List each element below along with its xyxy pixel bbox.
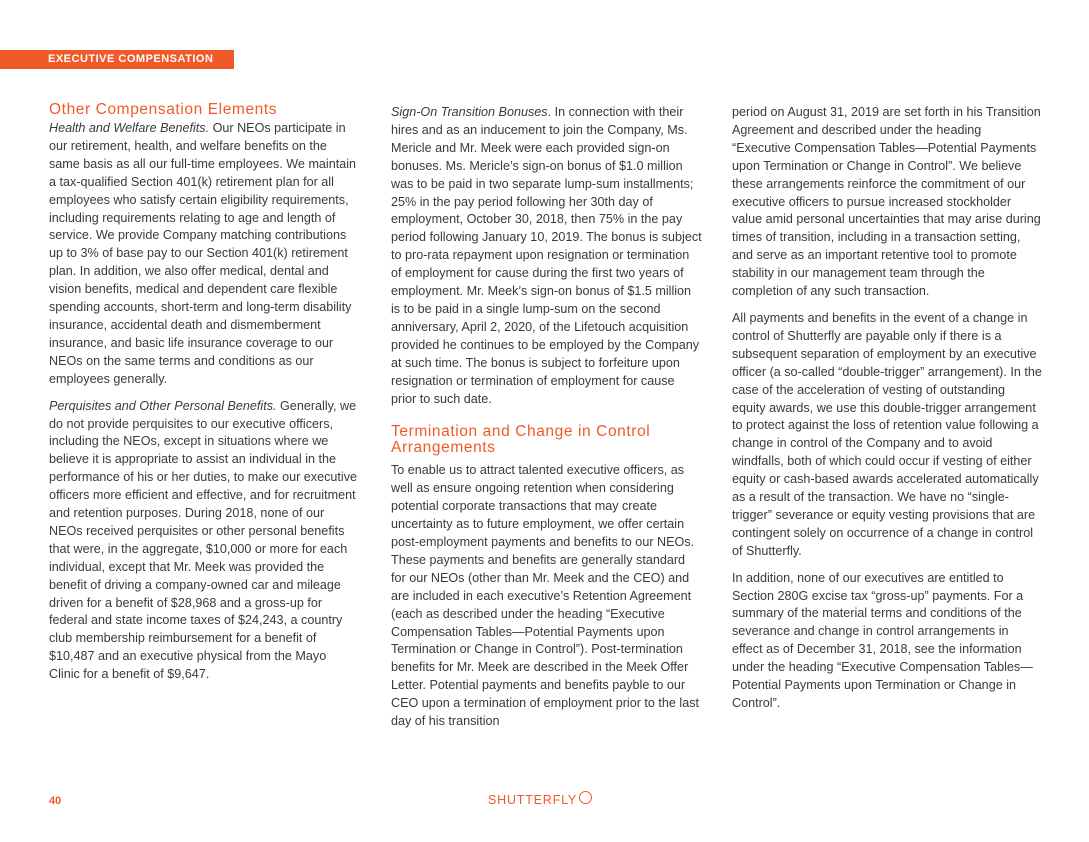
paragraph-health-welfare — [49, 120, 359, 389]
page-number: 40 — [49, 795, 62, 807]
brand-logo — [488, 793, 592, 807]
lead-sign-on-bonuses: Sign-On Transition Bonuses — [391, 105, 548, 119]
column-right — [732, 104, 1042, 722]
lead-perquisites: Perquisites and Other Personal Benefits. — [49, 398, 277, 413]
brand-wordmark: SHUTTERFLY — [488, 793, 578, 807]
paragraph-sign-on-bonuses — [391, 104, 703, 408]
paragraph-double-trigger: All payments and benefits in the event of a change in control of Shutterfly are payable only if there is a subsequent separation of employment by an executive officer (a so-called “double-trigger” arrangement). In the case of the acceleration of vesting of outstanding equity awards, we use this double-trigger arrangement to protect against the loss of retention value following a change in control of the Company and to avoid windfalls, both of which could occur if vesting of either equity or cash-based awards accelerated automatically as a result of the transaction. We have no “single-trigger” severance or equity vesting provisions that are contingent solely on occurrence of a change in control of Shutterfly. — [732, 310, 1042, 558]
heading-termination-change-control: Termination and Change in Control Arrangements — [391, 423, 651, 457]
section-header-tab: EXECUTIVE COMPENSATION — [0, 50, 234, 69]
paragraph-perquisites — [49, 398, 359, 685]
column-left — [49, 102, 359, 693]
brand-badge-icon — [579, 791, 592, 804]
column-middle — [391, 104, 703, 740]
paragraph-termination-intro: To enable us to attract talented executive officers, as well as ensure ongoing retention when considering potential corporate transactions that may create uncertainty as to future employment, we offer certain post-employment payments and benefits to our NEOs. These payments and benefits are generally standard for our NEOs (other than Mr. Meek and the CEO) and are included in each executive’s Retention Agreement (each as described under the heading “Executive Compensation Tables—Potential Payments upon Termination or Change in Control”). Post-termination benefits for Mr. Meek are described in the Meek Offer Letter. Potential payments and benefits payble to our CEO upon a termination of employment prior to the last day of his transition — [391, 463, 699, 729]
body-sign-on-bonuses: . In connection with their hires and as an inducement to join the Company, Ms. Mericle and Mr. Meek were each provided sign-on bonuses. Ms. Mericle’s sign-on bonus of $1.0 million was to be paid in two separate lump-sum installments; 25% in the pay period following her 30th day of employment, October 30, 2018, then 75% in the pay period following January 10, 2019. The bonus is subject to pro-rata repayment upon resignation or termination of employment for cause during the first two years of employment. Mr. Meek’s sign-on bonus of $1.5 million is to be paid in a single lump-sum on the second anniversary, April 2, 2020, of the Lifetouch acquisition provided he continues to be employed by the Company at such time. The bonus is subject to forfeiture upon resignation or termination of employment for cause prior to such date. — [391, 105, 702, 406]
body-health-welfare: Our NEOs participate in our retirement, health, and welfare benefits on the same basis as all our full-time employees. We maintain a tax-qualified Section 401(k) retirement plan for all employees who satisfy certain eligibility requirements, including requirements relating to age and length of service. We provide Company matching contributions up to 3% of base pay to our Section 401(k) retirement plan. In addition, we also offer medical, dental and vision benefits, medical and dependent care flexible spending accounts, short-term and long-term disability insurance, accidental death and dismemberment insurance, and basic life insurance coverage to our NEOs on the same terms and conditions as our employees generally. — [49, 121, 357, 386]
paragraph-280g: In addition, none of our executives are entitled to Section 280G excise tax “gross-up” payments. For a summary of the material terms and conditions of the severance and change in control arrangements in effect as of December 31, 2018, see the information under the heading “Executive Compensation Tables—Potential Payments upon Termination or Change in Control”. — [732, 570, 1033, 710]
paragraph-transition-agreement: period on August 31, 2019 are set forth in his Transition Agreement and described under the heading “Executive Compensation Tables—Potential Payments upon Termination or Change in Control”. We believe these arrangements reinforce the commitment of our executive officers to pursue increased stockholder value amid personal uncertainties that may arise during times of transition, including in a transaction setting, and serve as an important retentive tool to promote stability in our management team through the completion of any such transaction. — [732, 105, 1041, 299]
body-perquisites: Generally, we do not provide perquisites to our executive officers, including the NEOs, except in situations where we believe it is appropriate to assist an individual in the performance of his or her duties, to make our executive officers more efficient and effective, and for recruitment and retention purposes. During 2018, none of our NEOs received perquisites or other personal benefits that were, in the aggregate, $10,000 or more for each individual, except that Mr. Meek was provided the benefit of driving a company-owned car and mileage driven for a benefit of $28,968 and a gross-up for federal and state income taxes of $24,243, a country club membership reimbursement for a benefit of $10,487 and an executive physical from the Mayo Clinic for a benefit of $9,647. — [49, 398, 357, 682]
lead-health-welfare: Health and Welfare Benefits. — [49, 121, 210, 135]
heading-other-compensation: Other Compensation Elements — [49, 101, 278, 118]
